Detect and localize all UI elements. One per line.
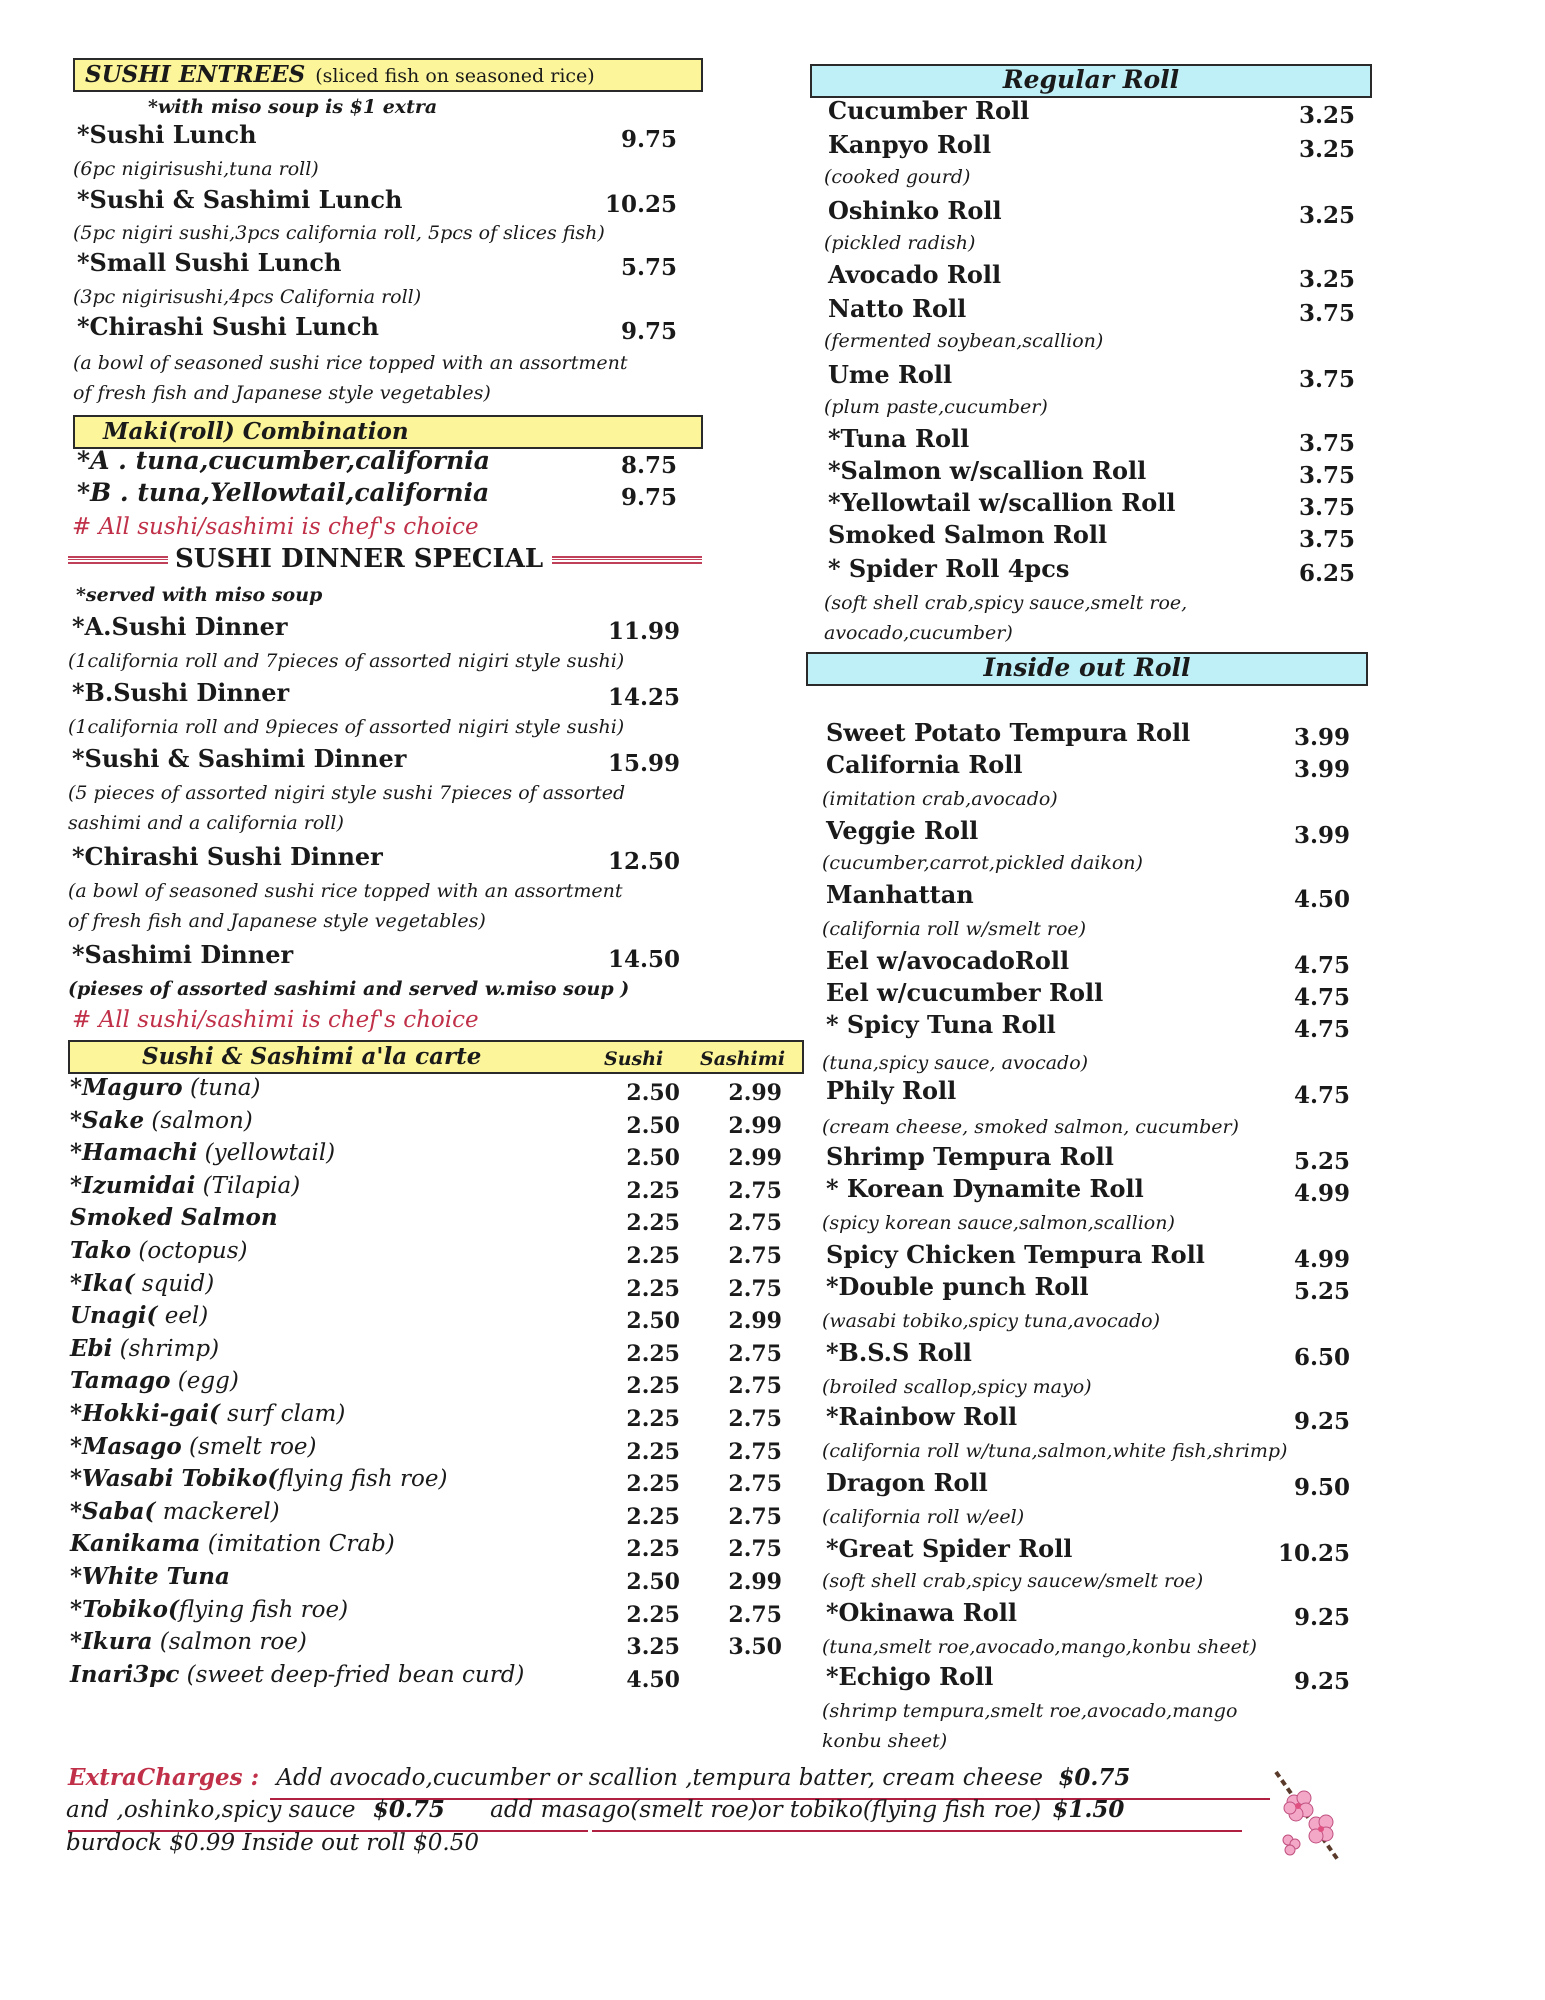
menu-item-name: Oshinko Roll [828,196,1002,225]
menu-item-price: 4.99 [1293,1246,1350,1273]
extra-text-1: Add avocado,cucumber or scallion ,tempura batter, cream cheese [276,1765,1044,1791]
underline-2b [592,1830,1242,1832]
menu-item-name: *Rainbow Roll [826,1402,1018,1431]
alacarte-sushi-price: 2.50 [626,1080,680,1106]
menu-item-price: 3.99 [1293,756,1350,783]
alacarte-item-note: surf clam) [219,1401,346,1427]
alacarte-item-note: flying fish roe) [178,1596,349,1623]
col-sashimi: Sashimi [700,1048,786,1070]
alacarte-sushi-price: 2.25 [626,1177,680,1204]
menu-item-price: 5.75 [620,254,677,281]
alacarte-item-name: *Ika( [70,1269,135,1297]
alacarte-sashimi-price: 2.75 [728,1210,782,1237]
menu-item-name: *A . tuna,cucumber,california [77,446,490,475]
menu-item-desc: (5pc nigiri sushi,3pcs california roll, 5pcs of slices fish) [73,222,605,244]
menu-item-name: Phily Roll [826,1076,957,1105]
alacarte-sashimi-price: 2.99 [728,1145,782,1172]
alacarte-sushi-price: 2.25 [626,1406,680,1432]
menu-item-price: 14.25 [607,684,680,711]
menu-item-desc: (tuna,smelt roe,avocado,mango,konbu sheet) [822,1636,1257,1658]
alacarte-item-name: *Ikura [70,1628,153,1656]
alacarte-sashimi-price: 2.75 [728,1340,782,1367]
alacarte-sashimi-price: 2.75 [728,1373,782,1400]
alacarte-item-note: flying fish roe) [278,1466,448,1493]
alacarte-item-note: (sweet deep-fried bean curd) [179,1661,525,1688]
menu-item-desc-2: of fresh fish and Japanese style vegetables) [68,910,486,932]
menu-item-price: 9.75 [620,126,677,153]
inside-out-title: Inside out Roll [983,653,1191,682]
extra-price-2a: $0.75 [372,1796,445,1823]
menu-item-desc: (1california roll and 7pieces of assorted nigiri style sushi) [68,650,625,672]
alacarte-item-name: *Masago [70,1432,182,1460]
menu-item-name: *Okinawa Roll [826,1598,1017,1627]
menu-item-price: 3.75 [1298,526,1355,553]
alacarte-item [70,1400,345,1427]
cherry-blossom-icon [1268,1768,1348,1868]
menu-item-name: * Spider Roll 4pcs [828,554,1070,583]
menu-item-desc-2: konbu sheet) [822,1730,948,1752]
menu-item-name: Kanpyo Roll [828,130,992,159]
menu-item-price: 3.99 [1293,724,1350,751]
menu-item-desc: (cucumber,carrot,pickled daikon) [822,852,1143,874]
maki-combo-title: Maki(roll) Combination [103,418,409,445]
alacarte-sashimi-price: 3.50 [728,1634,782,1661]
menu-item-name: Sweet Potato Tempura Roll [826,718,1191,747]
alacarte-item [70,1237,248,1264]
menu-item-price: 9.50 [1293,1474,1350,1501]
menu-item-desc: (pickled radish) [824,232,976,254]
menu-item-name: Smoked Salmon Roll [828,520,1108,549]
menu-item-price: 5.25 [1293,1148,1350,1175]
menu-item-price: 4.50 [1293,886,1350,913]
alacarte-item-name: *Saba( [70,1497,156,1525]
alacarte-item [70,1530,395,1557]
menu-item-desc-2: sashimi and a california roll) [68,812,344,834]
alacarte-item-note: eel) [157,1303,209,1330]
alacarte-item [70,1172,300,1199]
alacarte-item-name: Smoked Salmon [70,1204,278,1232]
menu-item-name: *Chirashi Sushi Lunch [77,312,379,341]
menu-item-price: 12.50 [607,848,680,875]
menu-item-price: 3.25 [1298,136,1355,163]
menu-item-desc: (california roll w/smelt roe) [822,918,1087,940]
menu-item-name: Eel w/cucumber Roll [826,978,1104,1007]
alacarte-item-note: (salmon roe) [152,1629,307,1656]
menu-item-desc: (spicy korean sauce,salmon,scallion) [822,1212,1175,1234]
menu-item-name: Natto Roll [828,294,967,323]
menu-item-price: 3.75 [1298,366,1355,393]
menu-item-price: 3.25 [1298,266,1355,293]
sushi-entrees-header [73,58,703,92]
alacarte-item [70,1661,524,1688]
extra-line-1 [68,1764,1130,1791]
alacarte-item [70,1628,307,1655]
extra-price-2b: $1.50 [1052,1796,1125,1823]
menu-item-price: 6.25 [1298,560,1355,587]
alacarte-item-name: Inari3pc [70,1660,180,1688]
menu-item-price: 4.75 [1293,1016,1350,1043]
menu-item-price: 15.99 [607,750,680,777]
alacarte-item-name: *Sake [70,1106,145,1134]
menu-item-desc: (soft shell crab,spicy sauce,smelt roe, [824,592,1188,614]
menu-item-name: * Korean Dynamite Roll [826,1174,1144,1203]
alacarte-sashimi-price: 2.99 [728,1308,782,1335]
menu-item-desc: (pieses of assorted sashimi and served w.miso soup ) [68,978,630,1000]
menu-item-desc: (shrimp tempura,smelt roe,avocado,mango [822,1700,1238,1722]
alacarte-sushi-price: 2.25 [626,1243,680,1269]
menu-item-name: *B.Sushi Dinner [72,678,290,707]
alacarte-sushi-price: 2.50 [626,1112,680,1139]
chef-choice-note-2: # All sushi/sashimi is chef's choice [72,1007,479,1033]
alacarte-title: Sushi & Sashimi a'la carte [142,1043,482,1070]
regular-roll-header [810,64,1372,98]
menu-item-name: California Roll [826,750,1023,779]
alacarte-item-note: (yellowtail) [197,1140,336,1167]
menu-item-price: 4.75 [1293,1082,1350,1109]
alacarte-sushi-price: 2.25 [626,1471,680,1498]
menu-item-price: 9.25 [1293,1668,1350,1695]
miso-note: *with miso soup is $1 extra [148,96,438,118]
alacarte-sashimi-price: 2.99 [728,1569,782,1595]
dinner-special-title: SUSHI DINNER SPECIAL [175,544,544,574]
alacarte-item [70,1498,280,1525]
extra-line-2 [66,1796,1124,1823]
alacarte-item-name: Ebi [70,1334,113,1362]
menu-item-name: Ume Roll [828,360,953,389]
alacarte-item-name: Tako [70,1237,132,1264]
alacarte-sushi-price: 3.25 [626,1634,680,1661]
alacarte-sashimi-price: 2.75 [728,1503,782,1530]
alacarte-item-note: (imitation Crab) [200,1531,395,1558]
menu-item-name: *Echigo Roll [826,1662,994,1691]
menu-item-name: Avocado Roll [828,260,1002,289]
alacarte-item-note: (smelt roe) [181,1433,317,1460]
menu-item-name: Veggie Roll [826,816,979,845]
menu-item-price: 9.25 [1293,1604,1350,1631]
alacarte-sashimi-price: 2.75 [728,1536,782,1563]
menu-item-price: 9.75 [620,484,677,511]
menu-item-desc: (5 pieces of assorted nigiri style sushi 7pieces of assorted [68,782,626,804]
extra-label: ExtraCharges : [68,1764,260,1791]
menu-item-name: Shrimp Tempura Roll [826,1142,1114,1171]
alacarte-item [70,1433,317,1460]
menu-item-name: *Sashimi Dinner [72,940,294,969]
alacarte-item [70,1335,219,1362]
alacarte-item [70,1596,348,1623]
menu-item-name: *B.S.S Roll [826,1338,972,1367]
alacarte-sushi-price: 2.25 [626,1601,680,1628]
menu-item-desc: (imitation crab,avocado) [822,788,1058,810]
sushi-entrees-subtitle: (sliced fish on seasoned rice) [315,65,595,87]
menu-item-price: 3.75 [1298,494,1355,521]
alacarte-item-name: Kanikama [70,1530,201,1558]
alacarte-sushi-price: 2.25 [626,1438,680,1465]
menu-item-price: 4.75 [1293,984,1350,1011]
alacarte-sushi-price: 2.25 [626,1536,680,1563]
menu-item-price: 3.25 [1298,102,1355,129]
menu-item-name: *Sushi & Sashimi Dinner [72,744,407,773]
stripe-right [552,556,702,564]
alacarte-sushi-price: 2.25 [626,1503,680,1530]
menu-item-desc: (a bowl of seasoned sushi rice topped with an assortment [68,880,623,902]
alacarte-sushi-price: 2.50 [626,1308,680,1335]
menu-item-name: Manhattan [826,880,974,909]
alacarte-sushi-price: 2.25 [626,1210,680,1237]
menu-item-price: 3.75 [1298,430,1355,457]
menu-item-desc: (plum paste,cucumber) [824,396,1048,418]
alacarte-header [68,1040,804,1074]
alacarte-sushi-price: 2.25 [626,1373,680,1400]
alacarte-sashimi-price: 2.75 [728,1601,782,1628]
menu-item-price: 9.75 [620,318,677,345]
alacarte-item-note: (salmon) [144,1107,253,1134]
menu-item-price: 3.25 [1298,202,1355,229]
alacarte-sashimi-price: 2.75 [728,1406,782,1432]
menu-item-price: 11.99 [607,618,680,645]
alacarte-item [70,1563,230,1590]
chef-choice-note-1: # All sushi/sashimi is chef's choice [72,514,479,540]
menu-item-desc: (soft shell crab,spicy saucew/smelt roe) [822,1570,1204,1592]
menu-item-price: 9.25 [1293,1408,1350,1435]
menu-item-desc-2: of fresh fish and Japanese style vegetables) [73,382,491,404]
alacarte-item [70,1074,261,1101]
alacarte-item-note: squid) [134,1270,215,1297]
alacarte-sashimi-price: 2.75 [728,1177,782,1204]
menu-item-name: *Small Sushi Lunch [77,248,342,277]
menu-item-desc: (california roll w/tuna,salmon,white fish,shrimp) [822,1440,1288,1462]
sushi-entrees-title: SUSHI ENTREES [85,61,306,88]
menu-item-name: Eel w/avocadoRoll [826,946,1070,975]
alacarte-item-name: *Hamachi [70,1139,198,1167]
col-sushi: Sushi [604,1048,664,1070]
menu-item-desc: (broiled scallop,spicy mayo) [822,1376,1092,1398]
menu-item-price: 3.75 [1298,462,1355,489]
menu-item-name: *Double punch Roll [826,1272,1089,1301]
menu-item-name: *Salmon w/scallion Roll [828,456,1147,485]
menu-item-desc: (cooked gourd) [824,166,971,188]
alacarte-item-note: (egg) [170,1368,239,1395]
menu-item-desc: (3pc nigirisushi,4pcs California roll) [73,286,422,308]
menu-item-name: Cucumber Roll [828,96,1030,125]
menu-item-price: 3.75 [1298,300,1355,327]
alacarte-sushi-price: 2.50 [626,1145,680,1172]
menu-item-price: 3.99 [1293,822,1350,849]
menu-item-price: 10.25 [604,191,677,218]
inside-out-header [806,652,1368,686]
menu-item-name: *Sushi & Sashimi Lunch [77,185,403,214]
menu-item-name: *Tuna Roll [828,424,970,453]
alacarte-sushi-price: 2.50 [626,1569,680,1595]
alacarte-item [70,1367,239,1394]
alacarte-sashimi-price: 2.75 [728,1438,782,1465]
menu-item-name: * Spicy Tuna Roll [826,1010,1056,1039]
alacarte-item-name: *Maguro [70,1074,183,1101]
alacarte-item [70,1139,335,1166]
alacarte-sushi-price: 2.25 [626,1340,680,1367]
menu-item-price: 6.50 [1293,1344,1350,1371]
alacarte-item [70,1465,447,1492]
alacarte-item-note: mackerel) [155,1498,280,1525]
menu-item-desc: (fermented soybean,scallion) [824,330,1104,352]
menu-item-price: 4.99 [1293,1180,1350,1207]
menu-item-name: *Sushi Lunch [77,120,257,149]
menu-item-desc: (a bowl of seasoned sushi rice topped with an assortment [73,352,628,374]
menu-item-name: *Chirashi Sushi Dinner [72,842,383,871]
alacarte-item-note: (shrimp) [112,1335,220,1362]
alacarte-item-note: (tuna) [182,1075,261,1101]
alacarte-item [70,1204,278,1231]
alacarte-item-name: Unagi( [70,1302,158,1330]
alacarte-sushi-price: 4.50 [626,1666,680,1693]
menu-item-price: 8.75 [620,452,677,479]
alacarte-item-name: *Izumidai [70,1171,196,1199]
alacarte-item-name: Tamago [70,1367,171,1395]
alacarte-item [70,1302,208,1329]
served-miso-note: *served with miso soup [76,584,323,606]
alacarte-sashimi-price: 2.99 [728,1112,782,1139]
menu-item-desc: (tuna,spicy sauce, avocado) [822,1052,1089,1074]
menu-item-name: Dragon Roll [826,1468,988,1497]
alacarte-sashimi-price: 2.75 [728,1243,782,1269]
maki-combo-header [73,415,703,449]
extra-text-2b: add masago(smelt roe)or tobiko(flying fish roe) [490,1797,1042,1823]
alacarte-sushi-price: 2.25 [626,1275,680,1302]
menu-item-name: *A.Sushi Dinner [72,612,288,641]
menu-item-price: 14.50 [607,946,680,973]
alacarte-item-name: *Hokki-gai( [70,1400,220,1427]
extra-text-2a: and ,oshinko,spicy sauce [66,1797,356,1823]
alacarte-sashimi-price: 2.75 [728,1275,782,1302]
menu-item-name: Spicy Chicken Tempura Roll [826,1240,1205,1269]
alacarte-sashimi-price: 2.99 [728,1080,782,1106]
menu-item-desc: (1california roll and 9pieces of assorted nigiri style sushi) [68,716,625,738]
alacarte-item [70,1270,214,1297]
alacarte-item-name: *Tobiko( [70,1595,179,1623]
alacarte-item-name: *Wasabi Tobiko( [70,1465,279,1493]
menu-item-desc: (6pc nigirisushi,tuna roll) [73,158,319,180]
menu-item-desc-2: avocado,cucumber) [824,622,1013,644]
alacarte-item-note: (octopus) [131,1238,248,1264]
regular-roll-title: Regular Roll [1002,65,1180,94]
menu-item-desc: (cream cheese, smoked salmon, cucumber) [822,1116,1239,1138]
menu-item-name: *B . tuna,Yellowtail,california [77,478,490,507]
extra-line-3: burdock $0.99 Inside out roll $0.50 [66,1830,480,1856]
menu-item-name: *Great Spider Roll [826,1534,1073,1563]
menu-item-desc: (california roll w/eel) [822,1506,1025,1528]
alacarte-item-name: *White Tuna [70,1563,230,1590]
menu-item-price: 10.25 [1277,1540,1350,1567]
extra-price-1: $0.75 [1058,1764,1131,1791]
stripe-left [68,556,168,564]
alacarte-item-note: (Tilapia) [195,1172,301,1199]
menu-item-name: *Yellowtail w/scallion Roll [828,488,1176,517]
alacarte-sashimi-price: 2.75 [728,1471,782,1498]
menu-item-desc: (wasabi tobiko,spicy tuna,avocado) [822,1310,1161,1332]
menu-item-price: 4.75 [1293,952,1350,979]
alacarte-item [70,1107,253,1134]
menu-item-price: 5.25 [1293,1278,1350,1305]
